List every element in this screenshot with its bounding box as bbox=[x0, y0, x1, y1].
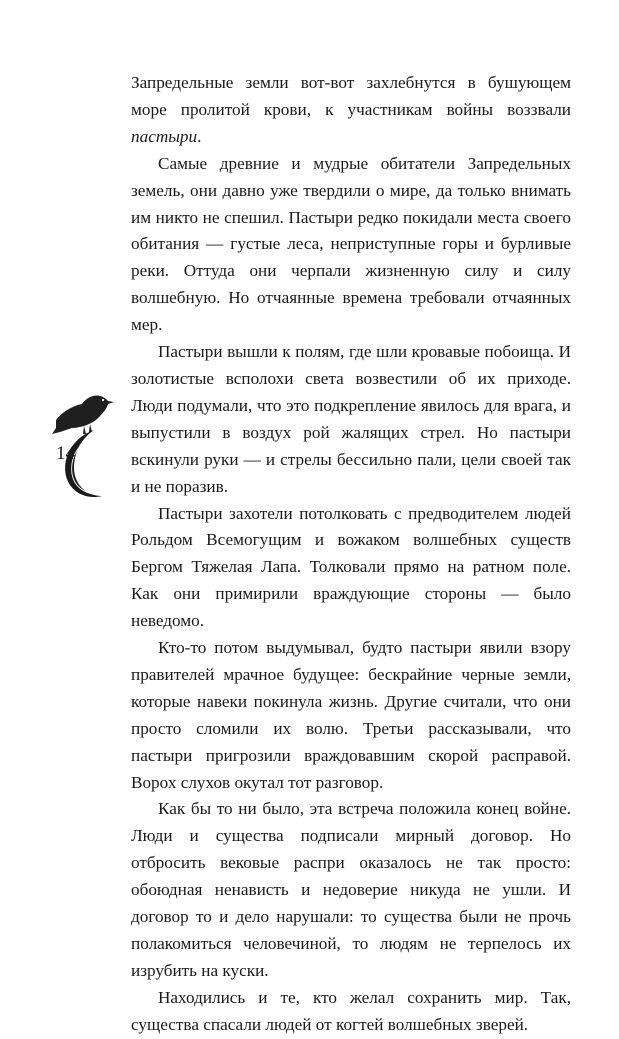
paragraph bbox=[131, 985, 571, 1039]
text-run: . bbox=[197, 126, 202, 146]
paragraph bbox=[131, 339, 571, 500]
text-run: Пастыри захотели потолковать с предводителем людей Рольдом Всемогущим и вожаком волшебных существ Бергом Тяжелая Лапа. Толковали прямо на ратном поле. Как они примирили враждующие стороны — было неведомо. bbox=[131, 503, 571, 631]
paragraph bbox=[131, 796, 571, 984]
text-run: Пастыри вышли к полям, где шли кровавые побоища. И золотистые всполохи света возвестили об их приходе. Люди подумали, что это подкрепление явилось для врага, и выпустили в воздух рой жалящих стрел. Но пастыри вскинули руки — и стрелы бессильно пали, цели своей так и не поразив. bbox=[131, 342, 571, 496]
raven-on-crescent-moon-icon bbox=[42, 372, 132, 502]
page-number: 14 bbox=[56, 443, 75, 464]
text-run: Как бы то ни было, эта встреча положила конец войне. Люди и существа подписали мирный договор. Но отбросить вековые распри оказалось не так просто: обоюдная ненависть и недоверие никуда не ушли. И договор то и дело нарушали: то существа были не прочь полакомиться человечиной, то людям не терпелось их изрубить на куски. bbox=[131, 799, 571, 980]
text-run: Находились и те, кто желал сохранить мир. Так, существа спасали людей от когтей волшебных зверей. bbox=[131, 987, 571, 1034]
text-run: Запредельные земли вот-вот захлебнутся в бушующем море пролитой крови, к участникам войны воззвали bbox=[131, 73, 571, 119]
italic-term: пастыри bbox=[131, 126, 198, 146]
text-run: Самые древние и мудрые обитатели Запредельных земель, они давно уже твердили о мире, да только внимать им никто не спешил. Пастыри редко покидали места своего обитания — густые леса, неприступные горы и бурливые реки. Оттуда они черпали жизненную силу и силу волшебную. Но отчаянные времена требовали отчаянных мер. bbox=[131, 153, 571, 335]
paragraph bbox=[131, 501, 571, 636]
body-text bbox=[131, 70, 571, 1039]
text-run: Кто-то потом выдумывал, будто пастыри явили взору правителей мрачное будущее: бескрайние черные земли, которые навеки покинула жизнь. Другие считали, что они просто сломили их волю. Третьи рассказывали, что пастыри пригрозили враждовавшим скорой расправой. Ворох слухов окутал тот разговор. bbox=[131, 638, 571, 792]
paragraph bbox=[131, 70, 571, 151]
paragraph bbox=[131, 635, 571, 796]
paragraph bbox=[131, 151, 571, 339]
